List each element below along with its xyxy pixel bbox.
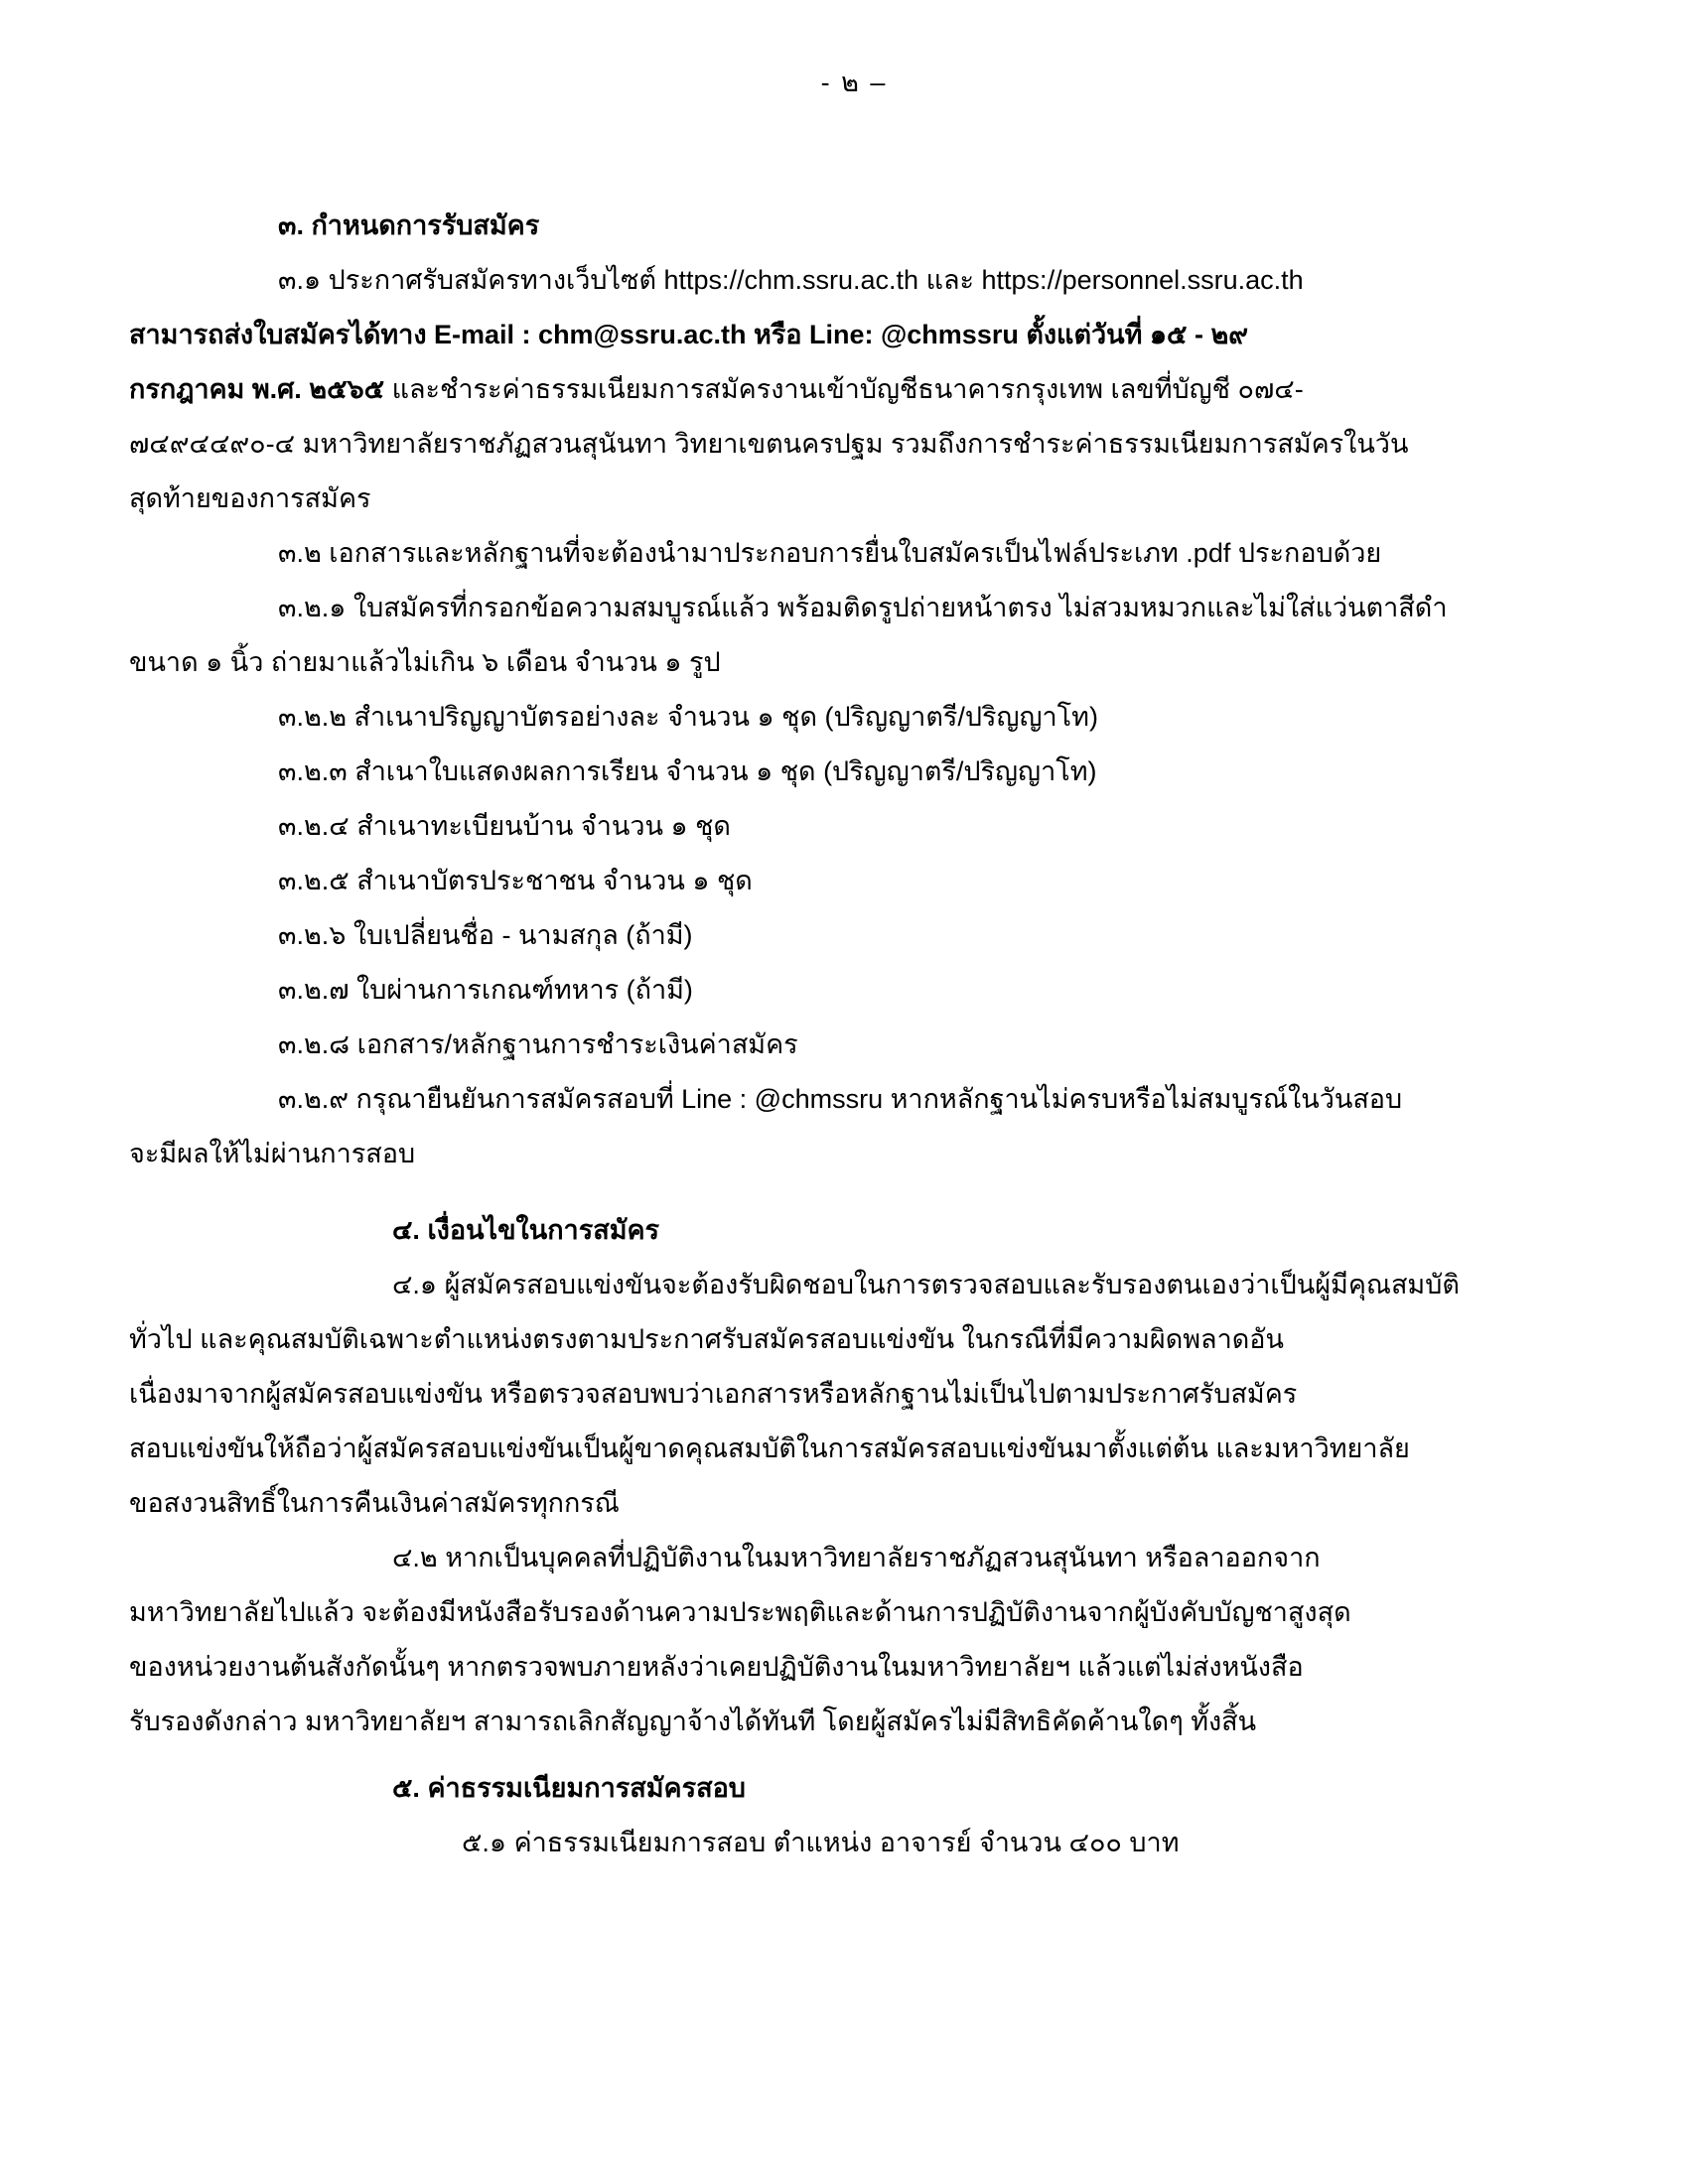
item-3-2-1-line2: ขนาด ๑ นิ้ว ถ่ายมาแล้วไม่เกิน ๖ เดือน จำนวน ๑ รูป [129, 647, 721, 677]
item-4-2-line3: ของหน่วยงานต้นสังกัดนั้นๆ หากตรวจพบภายหลังว่าเคยปฏิบัติงานในมหาวิทยาลัยฯ แล้วแต่ไม่ส่งหนังสือ [129, 1652, 1304, 1682]
section5-heading: ๕. ค่าธรรมเนียมการสมัครสอบ [392, 1773, 746, 1803]
section3-heading: ๓. กำหนดการรับสมัคร [278, 210, 540, 240]
item-4-1-line1: ๔.๑ ผู้สมัครสอบแข่งขันจะต้องรับผิดชอบในการตรวจสอบและรับรองตนเองว่าเป็นผู้มีคุณสมบัติ [392, 1270, 1460, 1299]
item-3-2-9-line1: ๓.๒.๙ กรุณายืนยันการสมัครสอบที่ Line : @chmssru หากหลักฐานไม่ครบหรือไม่สมบูรณ์ในวันสอบ [278, 1084, 1403, 1114]
item-3-2-9-line2: จะมีผลให้ไม่ผ่านการสอบ [129, 1139, 416, 1168]
item-5-1: ๕.๑ ค่าธรรมเนียมการสอบ ตำแหน่ง อาจารย์ จำนวน ๔๐๐ บาท [462, 1828, 1180, 1857]
item-3-2-2: ๓.๒.๒ สำเนาปริญญาบัตรอย่างละ จำนวน ๑ ชุด (ปริญญาตรี/ปริญญาโท) [278, 702, 1098, 732]
item-4-2-line1: ๔.๒ หากเป็นบุคคลที่ปฏิบัติงานในมหาวิทยาลัยราชภัฏสวนสุนันทา หรือลาออกจาก [392, 1543, 1321, 1572]
item-4-1-line4: สอบแข่งขันให้ถือว่าผู้สมัครสอบแข่งขันเป็นผู้ขาดคุณสมบัติในการสมัครสอบแข่งขันมาตั้งแต่ต้น และมหาวิทยาลัย [129, 1433, 1410, 1463]
item-3-1-line3 [129, 362, 1579, 417]
item-3-2: ๓.๒ เอกสารและหลักฐานที่จะต้องนำมาประกอบการยื่นใบสมัครเป็นไฟล์ประเภท .pdf ประกอบด้วย [278, 538, 1382, 568]
item-3-2-6: ๓.๒.๖ ใบเปลี่ยนชื่อ - นามสกุล (ถ้ามี) [278, 920, 693, 950]
item-4-1-line5: ขอสงวนสิทธิ์ในการคืนเงินค่าสมัครทุกกรณี [129, 1488, 620, 1518]
item-3-2-8: ๓.๒.๘ เอกสาร/หลักฐานการชำระเงินค่าสมัคร [278, 1029, 798, 1059]
item-3-2-7: ๓.๒.๗ ใบผ่านการเกณฑ์ทหาร (ถ้ามี) [278, 975, 693, 1005]
item-3-1-line3-bold-part: กรกฎาคม พ.ศ. ๒๕๖๕ [129, 374, 385, 404]
item-3-2-4: ๓.๒.๔ สำเนาทะเบียนบ้าน จำนวน ๑ ชุด [278, 811, 731, 841]
item-3-1-line4: ๗๔๙๔๔๙๐-๔ มหาวิทยาลัยราชภัฏสวนสุนันทา วิทยาเขตนครปฐม รวมถึงการชำระค่าธรรมเนียมการสมัครในวัน [129, 429, 1409, 459]
item-3-1-line5: สุดท้ายของการสมัคร [129, 483, 371, 513]
item-3-1-line1: ๓.๑ ประกาศรับสมัครทางเว็บไซต์ https://chm.ssru.ac.th และ https://personnel.ssru.ac.th [278, 265, 1304, 295]
item-3-1-line2: สามารถส่งใบสมัครได้ทาง E-mail : chm@ssru.ac.th หรือ Line: @chmssru ตั้งแต่วันที่ ๑๕ - ๒๙ [129, 320, 1249, 349]
item-3-2-3: ๓.๒.๓ สำเนาใบแสดงผลการเรียน จำนวน ๑ ชุด (ปริญญาตรี/ปริญญาโท) [278, 756, 1097, 786]
item-4-1-line2: ทั่วไป และคุณสมบัติเฉพาะตำแหน่งตรงตามประกาศรับสมัครสอบแข่งขัน ในกรณีที่มีความผิดพลาดอัน [129, 1324, 1284, 1354]
item-3-2-5: ๓.๒.๕ สำเนาบัตรประชาชน จำนวน ๑ ชุด [278, 866, 753, 895]
page-number: - ๒ – [820, 68, 888, 97]
item-4-2-line4: รับรองดังกล่าว มหาวิทยาลัยฯ สามารถเลิกสัญญาจ้างได้ทันที โดยผู้สมัครไม่มีสิทธิคัดค้านใดๆ ทั้งสิ้น [129, 1706, 1257, 1736]
item-3-1-line3-regular-part: และชำระค่าธรรมเนียมการสมัครงานเข้าบัญชีธนาคารกรุงเทพ เลขที่บัญชี ๐๗๔- [384, 374, 1304, 404]
item-3-2-1-line1: ๓.๒.๑ ใบสมัครที่กรอกข้อความสมบูรณ์แล้ว พร้อมติดรูปถ่ายหน้าตรง ไม่สวมหมวกและไม่ใส่แว่นตาสีดำ [278, 593, 1448, 622]
item-4-1-line3: เนื่องมาจากผู้สมัครสอบแข่งขัน หรือตรวจสอบพบว่าเอกสารหรือหลักฐานไม่เป็นไปตามประกาศรับสมัคร [129, 1379, 1298, 1409]
section4-heading: ๔. เงื่อนไขในการสมัคร [392, 1215, 660, 1245]
item-4-2-line2: มหาวิทยาลัยไปแล้ว จะต้องมีหนังสือรับรองด้านความประพฤติและด้านการปฏิบัติงานจากผู้บังคับบัญชาสูงสุด [129, 1597, 1351, 1627]
